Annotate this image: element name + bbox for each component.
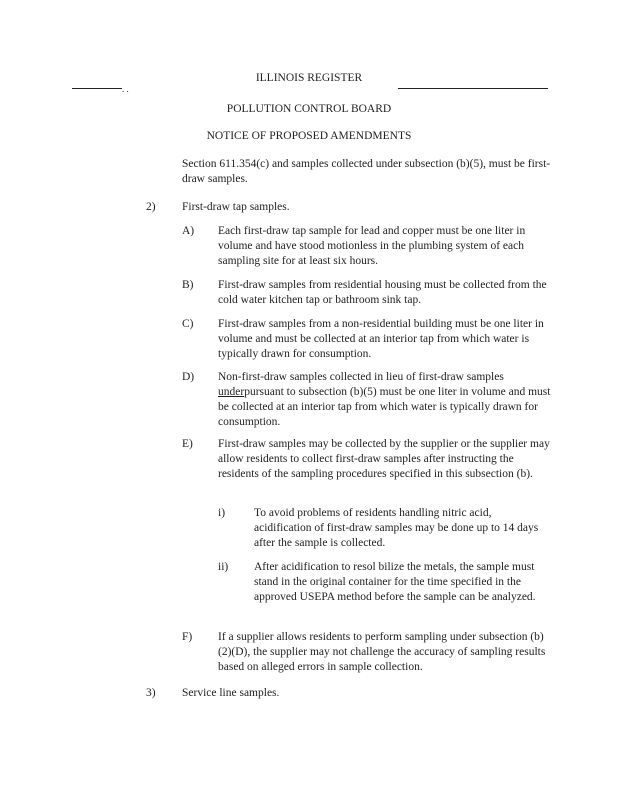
item-2-label: 2) (146, 201, 156, 213)
subitem-f-text: If a supplier allows residents to perform sampling under subsection (b)(2)(D), the supplier may not challenge the accuracy of sampling results based on alleged errors in sample collection. (218, 631, 546, 673)
register-title: ILLINOIS REGISTER (255, 72, 363, 84)
subitem-d-text-a: Non-first-draw samples collected in lieu of first-draw samples (218, 371, 504, 383)
item-2-title: First-draw tap samples. (182, 201, 290, 213)
roman-i-label: i) (218, 507, 226, 519)
subitem-c-text: First-draw samples from a non-residential building must be one liter in volume and must be collected at an interior tap from which water is typically drawn for consumption. (218, 318, 544, 360)
board-title: POLLUTION CONTROL BOARD (226, 103, 392, 115)
subitem-e-text: First-draw samples may be collected by the supplier or the supplier may allow residents to collect first-draw samples after instructing the residents of the sampling procedures specified in this subsection (b). (218, 438, 550, 480)
header-left-rule (72, 88, 122, 89)
subitem-f-label: F) (182, 631, 193, 643)
roman-ii-text: After acidification to resol bilize the metals, the sample must stand in the original container for the time specified in the approved USEPA method before the sample can be analyzed. (254, 561, 536, 603)
subitem-e-label: E) (182, 438, 193, 450)
roman-i-text: To avoid problems of residents handling nitric acid, acidification of first-draw samples may be done up to 14 days after the sample is collected. (254, 507, 539, 549)
continuation-paragraph: Section 611.354(c) and samples collected under subsection (b)(5), must be first-draw samples. (182, 158, 551, 185)
notice-title: NOTICE OF PROPOSED AMENDMENTS (206, 130, 412, 142)
subitem-d-text-b: pursuant to subsection (b)(5) must be one liter in volume and must be collected at an interior tap from which water is typically drawn for consumption. (218, 386, 551, 428)
subitem-b-text: First-draw samples from residential housing must be collected from the cold water kitchen tap or bathroom sink tap. (218, 279, 547, 306)
item-3-title: Service line samples. (182, 687, 280, 699)
subitem-b-label: B) (182, 279, 194, 291)
subitem-d-underlined: under (218, 386, 245, 398)
header-right-rule (398, 88, 548, 89)
roman-ii-label: ii) (218, 561, 229, 573)
subitem-d-label: D) (182, 371, 195, 383)
header-dots: . . (122, 84, 129, 94)
item-3-label: 3) (146, 687, 156, 699)
subitem-a-text: Each first-draw tap sample for lead and copper must be one liter in volume and have stood motionless in the plumbing system of each sampling site for at least six hours. (218, 225, 526, 267)
subitem-c-label: C) (182, 318, 194, 330)
subitem-a-label: A) (182, 225, 195, 237)
subitem-d-text (218, 370, 552, 430)
